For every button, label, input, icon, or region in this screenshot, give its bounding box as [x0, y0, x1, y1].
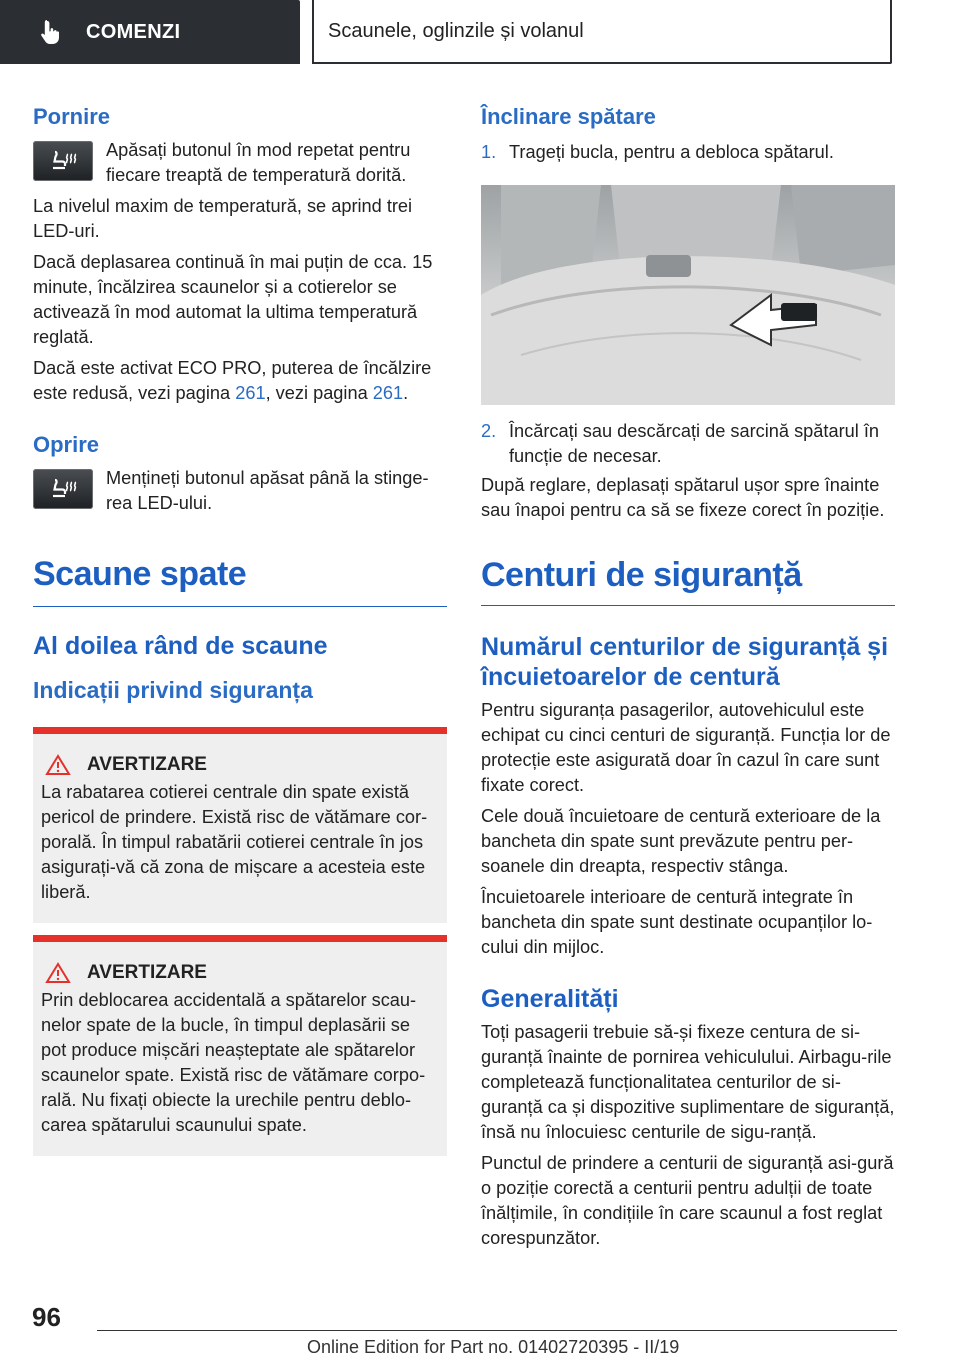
heading-generalitati: Generalități — [481, 985, 619, 1013]
pornire-p2: Dacă deplasarea continuă în mai puțin de cca. 15 minute, încălzirea scaunelor și a cotierelor se activează în mod automat la ultima temperatură reglată. — [33, 252, 433, 347]
seat-heating-icon — [48, 476, 78, 502]
seat-heating-button-icon — [33, 469, 93, 509]
heading-rule — [481, 605, 895, 606]
heading-inclinare-spatare: Înclinare spătare — [481, 104, 656, 129]
after-adjust-text: După reglare, deplasați spătarul ușor spre înainte sau înapoi pentru ca să se fixeze corect în poziție. — [481, 475, 885, 520]
numarul-p2: Cele două încuietoare de centură exterioare de la bancheta din spate sunt prevăzute pentru per-soanele din dreapta, respectiv stânga. — [481, 806, 881, 876]
pornire-button-text: Apăsați butonul în mod repetat pentru fiecare treaptă de temperatură dorită. — [106, 140, 411, 185]
oprire-row — [33, 466, 447, 516]
heading-al-doilea-rand: Al doilea rând de scaune — [33, 632, 328, 660]
generalitati-p2: Punctul de prindere a centurii de siguranță asi-gură o poziție corectă a centurii pentru adulții de toate înălțimile, în condițiile în care scaunul a fost reglat corespunzător. — [481, 1153, 894, 1248]
pornire-p3-text: Dacă este activat ECO PRO, puterea de încălzire este redusă, vezi pagina — [33, 358, 432, 403]
right-column — [481, 96, 895, 1251]
page-number: 96 — [32, 1302, 61, 1332]
steps-list — [481, 419, 895, 469]
pornire-p3-text: . — [403, 383, 409, 403]
warning-triangle-icon — [45, 962, 71, 984]
heading-numarul-centurilor: Numărul centurilor de siguranță și încuietoarelor de centură — [481, 633, 889, 691]
list-item — [481, 140, 895, 165]
list-item — [481, 419, 895, 469]
step-text: Încărcați sau descărcați de sarcină spătarul în funcție de necesar. — [509, 421, 880, 466]
pornire-p3 — [33, 356, 447, 406]
warning-header — [41, 754, 439, 776]
warning-triangle-icon — [45, 754, 71, 776]
section-tab[interactable] — [0, 0, 300, 64]
numarul-p3: Încuietoarele interioare de centură integrate în bancheta din spate sunt destinate ocupanților lo-cului din mijloc. — [481, 887, 873, 957]
step-text: Trageți bucla, pentru a debloca spătarul. — [509, 142, 834, 162]
heading-pornire: Pornire — [33, 104, 111, 129]
step-number: 1. — [481, 142, 497, 162]
heading-oprire: Oprire — [33, 432, 100, 457]
generalitati-p1: Toți pasagerii trebuie să-și fixeze centura de si-guranță înainte de pornirea vehiculului. Airbagu-rile completează funcționalitatea centurilor de si-guranță ca și dispozitive suplimentare de siguranță, însă nu înlocuiesc centurile de sigu-ranță. — [481, 1022, 895, 1142]
oprire-button-text: Mențineți butonul apăsat până la stinge-rea LED-ului. — [106, 468, 429, 513]
pornire-p3-text: , vezi pagina — [265, 383, 373, 403]
warning-box — [33, 935, 447, 1156]
pornire-p1: La nivelul maxim de temperatură, se aprind trei LED-uri. — [33, 196, 413, 241]
footer-edition: Online Edition for Part no. 01402720395 - II/19 — [307, 1337, 680, 1357]
warning-text: La rabatarea cotierei centrale din spate există pericol de prindere. Există risc de vătămare cor-porală. În timpul rabatării cotierei centrale în jos asigurați-vă că zona de mișcare a acesteia este liberă. — [41, 782, 428, 902]
warning-box — [33, 727, 447, 923]
heading-indicatii-siguranta: Indicații privind siguranța — [33, 677, 313, 703]
heading-rule — [33, 606, 447, 607]
chapter-tab — [312, 0, 892, 64]
heading-scaune-spate: Scaune spate — [33, 555, 247, 593]
pornire-row — [33, 138, 447, 188]
left-column — [33, 96, 447, 1156]
step-number: 2. — [481, 421, 497, 441]
steps-list — [481, 140, 895, 165]
hand-icon — [36, 17, 66, 47]
page-link[interactable]: 261 — [372, 383, 404, 403]
warning-text: Prin deblocarea accidentală a spătarelor scau-nelor spate de la bucle, în timpul deplasării se pot produce mișcări neașteptate ale spătarelor scaunelor spate. Există risc de vătămare corpo-rală. Nu fixați obiecte la urechile pentru deblo-carea spătarului scaunului spate. — [41, 990, 426, 1135]
page-header — [0, 0, 960, 66]
warning-header — [41, 962, 439, 984]
warning-title: AVERTIZARE — [87, 962, 207, 983]
seat-heating-button-icon — [33, 141, 93, 181]
footer-rule — [97, 1330, 897, 1331]
heading-centuri: Centuri de siguranță — [481, 556, 802, 594]
warning-title: AVERTIZARE — [87, 754, 207, 775]
chapter-label: Scaunele, oglinzile și volanul — [328, 19, 584, 42]
page-link[interactable]: 261 — [235, 383, 266, 403]
section-label: COMENZI — [86, 20, 181, 43]
numarul-p1: Pentru siguranța pasagerilor, autovehiculul este echipat cu cinci centuri de siguranță. Funcția lor de protecție este asigurată doar în cazul în care sunt fixate corect. — [481, 700, 891, 795]
seat-backrest-photo — [481, 185, 895, 405]
seat-heating-icon — [48, 148, 78, 174]
